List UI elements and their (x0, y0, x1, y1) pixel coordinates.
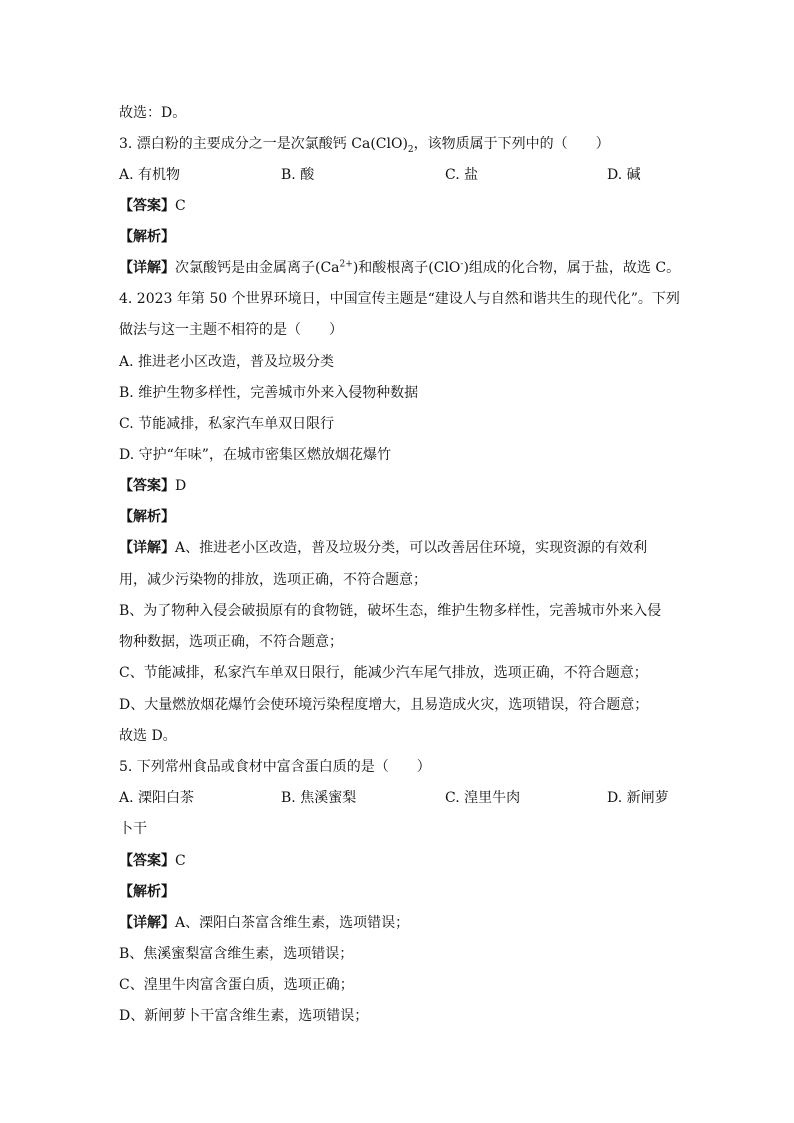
question-3-detail (119, 259, 680, 277)
question-4-detail-line-5: C、节能减排，私家汽车单双日限行，能减少汽车尾气排放，选项正确，不符合题意； (119, 665, 648, 681)
question-4-detail-line-6: D、大量燃放烟花爆竹会使环境污染程度增大，且易造成火灾，选项错误，符合题意； (119, 697, 649, 713)
subscript: 2 (407, 144, 414, 155)
text: A、推进老小区改造，普及垃圾分类，可以改善居住环境，实现资源的有效利 (175, 540, 648, 556)
answer-value: C (175, 853, 186, 869)
option-a: A. 有机物 (119, 167, 181, 183)
answer-value: D (175, 478, 187, 494)
detail-label: 【详解】 (119, 260, 175, 276)
text: )和酸根离子(ClO (352, 260, 461, 276)
question-5-detail-line-1 (119, 914, 409, 932)
question-5-stem: 5. 下列常州食品或食材中富含蛋白质的是（ ） (119, 759, 431, 775)
question-3-stem (119, 135, 610, 153)
option-d: D. 碱 (607, 167, 641, 183)
option-b: B. 酸 (281, 167, 315, 183)
answer-conclusion (119, 104, 186, 122)
option-a: A. 推进老小区改造，普及垃圾分类 (119, 354, 335, 370)
question-5-detail-line-2: B、焦溪蜜梨富含维生素，选项错误； (119, 946, 354, 962)
option-c: C. 节能减排，私家汽车单双日限行 (119, 416, 335, 432)
question-5-analysis-label: 【解析】 (119, 884, 175, 900)
option-d-continuation: 卜干 (119, 821, 147, 837)
question-5-detail-line-4: D、新闸萝卜干富含维生素，选项错误； (119, 1008, 369, 1024)
question-3-answer (119, 197, 186, 215)
option-b: B. 焦溪蜜梨 (281, 790, 357, 806)
answer-value: C (175, 198, 186, 214)
option-d: D. 守护“年味”，在城市密集区燃放烟花爆竹 (119, 447, 391, 463)
option-d: D. 新闸萝 (607, 790, 669, 806)
answer-label: 【答案】 (119, 478, 175, 494)
question-3-analysis-label: 【解析】 (119, 229, 175, 245)
question-4-detail-line-2: 用，减少污染物的排放，选项正确，不符合题意； (119, 572, 427, 588)
question-4-analysis-label: 【解析】 (119, 509, 175, 525)
question-4-stem-line-2: 做法与这一主题不相符的是（ ） (119, 322, 343, 338)
option-c: C. 湟里牛肉 (445, 790, 521, 806)
detail-label: 【详解】 (119, 540, 175, 556)
question-4-detail-line-7: 故选 D。 (119, 728, 177, 744)
question-5-detail-line-3: C、湟里牛肉富含蛋白质，选项正确； (119, 977, 354, 993)
option-b: B. 维护生物多样性，完善城市外来入侵物种数据 (119, 385, 419, 401)
question-5-answer (119, 852, 186, 870)
option-a: A. 溧阳白茶 (119, 790, 195, 806)
question-4-detail-line-1 (119, 539, 647, 557)
text: A、溧阳白茶富含维生素，选项错误； (175, 915, 410, 931)
option-c: C. 盐 (445, 167, 479, 183)
answer-label: 【答案】 (119, 198, 175, 214)
text: ，该物质属于下列中的（ ） (413, 136, 610, 152)
question-4-detail-line-4: 物种数据，选项正确，不符合题意； (119, 634, 343, 650)
question-4-detail-line-3: B、为了物种入侵会破损原有的食物链，破坏生态，维护生物多样性，完善城市外来入侵 (119, 603, 662, 619)
superscript: - (460, 259, 464, 270)
detail-label: 【详解】 (119, 915, 175, 931)
superscript: 2+ (339, 259, 353, 270)
question-5-options (119, 789, 679, 807)
question-4-answer (119, 477, 186, 495)
question-4-stem-line-1: 4. 2023 年第 50 个世界环境日，中国宣传主题是“建设人与自然和谐共生的现代化”。下列 (119, 291, 680, 307)
answer-label: 【答案】 (119, 853, 175, 869)
question-3-options (119, 166, 679, 184)
text: )组成的化合物，属于盐，故选 C。 (463, 260, 681, 276)
text: 次氯酸钙是由金属离子(Ca (175, 260, 340, 276)
text: 故选：D。 (119, 105, 187, 121)
text: 3. 漂白粉的主要成分之一是次氯酸钙 Ca(ClO) (119, 136, 408, 152)
